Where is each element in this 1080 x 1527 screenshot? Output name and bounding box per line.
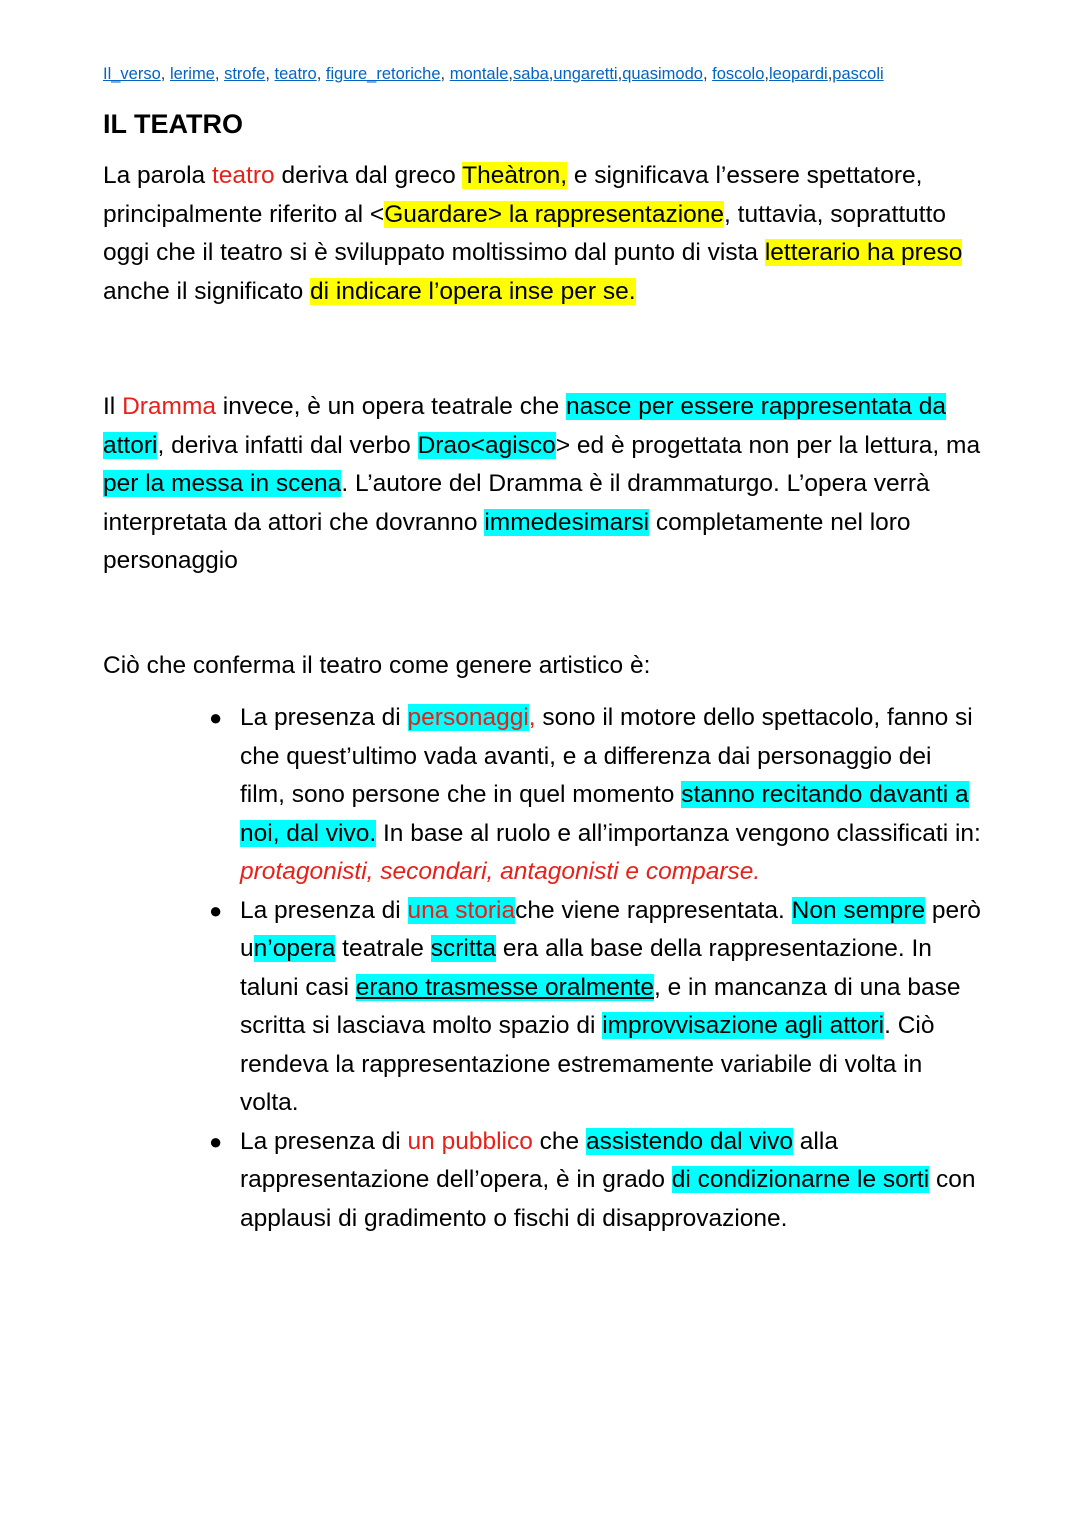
highlighted-text: immedesimarsi <box>484 508 650 536</box>
nav-link[interactable]: saba <box>513 65 549 83</box>
nav-link[interactable]: Il_verso <box>103 65 161 83</box>
highlighted-text: per la messa in scena <box>103 470 342 497</box>
text-run: anche il significato <box>103 277 311 305</box>
highlighted-text: Theàtron, <box>462 162 568 189</box>
nav-link[interactable]: leopardi <box>768 65 828 83</box>
text-run: Ciò che conferma il teatro come genere artistico è: <box>103 651 651 679</box>
nav-link[interactable]: figure_retoriche <box>325 65 441 83</box>
highlighted-text: , <box>528 704 536 731</box>
highlighted-text: erano trasmesse oralmente <box>355 973 654 1001</box>
text-run: era alla base della rappresentazione. In taluni casi <box>240 935 932 1001</box>
text-run: con applausi di gradimento o fischi di disapprovazione. <box>240 1166 976 1232</box>
page-title: IL TEATRO <box>103 109 243 139</box>
text-run: che <box>532 1127 586 1155</box>
highlighted-text: Drao<agisco <box>417 431 556 459</box>
bullet-icon: ● <box>209 897 223 923</box>
document-page <box>103 62 983 1238</box>
list-item <box>209 892 983 1123</box>
highlighted-text: assistendo dal vivo <box>585 1127 793 1155</box>
nav-link[interactable]: ungaretti <box>553 65 618 83</box>
text-run: invece, è un opera teatrale che <box>215 393 567 420</box>
text-run: La presenza di <box>240 1127 408 1155</box>
bullet-icon: ● <box>209 705 223 730</box>
highlighted-text: un pubblico <box>407 1127 533 1155</box>
highlighted-text: personaggi <box>407 704 529 731</box>
text-run: deriva dal greco <box>274 162 463 189</box>
highlighted-text: improvvisazione agli attori <box>602 1012 885 1039</box>
bullet-list <box>103 699 983 1238</box>
nav-link[interactable]: teatro <box>274 65 317 83</box>
paragraph-lead <box>103 647 983 686</box>
highlighted-text: teatro <box>211 162 275 189</box>
highlighted-text: protagonisti, secondari, antagonisti e comparse. <box>240 858 761 885</box>
text-run: . Ciò rendeva la rappresentazione estremamente variabile di volta in volta. <box>240 1012 935 1116</box>
text-run: Il <box>103 393 123 420</box>
text-run: sono il motore dello spettacolo, fanno si che quest’ultimo vada avanti, e a differenza dai personaggio dei film, sono persone che in quel momento <box>240 704 973 808</box>
text-run: però u <box>240 896 981 962</box>
nav-link[interactable]: strofe <box>224 65 266 83</box>
bullet-icon: ● <box>209 1128 223 1154</box>
text-run: alla rappresentazione dell’opera, è in grado <box>240 1127 838 1193</box>
text-run: La parola <box>103 162 212 189</box>
nav-link[interactable]: pascoli <box>832 65 884 83</box>
text-run: In base al ruolo e all’importanza vengono classificati in: <box>376 819 981 847</box>
text-run: teatrale <box>335 935 431 962</box>
text-run: > ed è progettata non per la lettura, ma <box>555 431 981 459</box>
text-run: , tuttavia, soprattutto oggi che il teatro si è sviluppato moltissimo dal punto di vista <box>103 200 947 266</box>
highlighted-text: n’opera <box>253 935 336 962</box>
text-run: La presenza di <box>240 896 408 924</box>
text-run: , e in mancanza di una base scritta si lasciava molto spazio di <box>240 973 961 1039</box>
highlighted-text: Dramma <box>122 393 216 420</box>
text-run: , deriva infatti dal verbo <box>157 431 418 459</box>
highlighted-text: nasce per essere rappresentata da attori <box>103 393 947 459</box>
text-run: La presenza di <box>240 704 408 731</box>
text-run: e significava l’essere spettatore, principalmente riferito al < <box>103 162 923 228</box>
paragraph-intro <box>103 157 983 311</box>
paragraph-dramma <box>103 388 983 581</box>
text-run: che viene rappresentata. <box>515 896 792 924</box>
highlighted-text: scritta <box>430 935 497 962</box>
nav-link[interactable]: montale <box>449 65 509 83</box>
highlighted-text: Guardare> la rappresentazione <box>384 200 725 228</box>
nav-link[interactable]: quasimodo <box>622 65 703 83</box>
nav-links: Il_verso, lerime, strofe, teatro, figure_retoriche, montale,saba,ungaretti,quasimodo, foscolo,leopardi,pascoli <box>103 65 884 83</box>
list-item <box>209 1123 983 1239</box>
highlighted-text: stanno recitando davanti a noi, dal vivo. <box>240 781 969 847</box>
nav-link[interactable]: lerime <box>169 65 215 83</box>
highlighted-text: letterario ha preso <box>764 239 963 266</box>
highlighted-text: di indicare l’opera inse per se. <box>310 277 636 305</box>
highlighted-text: Non sempre <box>791 896 926 924</box>
list-item <box>209 699 983 892</box>
text-run: completamente nel loro personaggio <box>103 508 911 574</box>
text-run: . L’autore del Dramma è il drammaturgo. L’opera verrà interpretata da attori che dovranno <box>103 470 930 536</box>
highlighted-text: di condizionarne le sorti <box>671 1166 930 1193</box>
nav-link[interactable]: foscolo <box>712 65 765 83</box>
highlighted-text: una storia <box>407 896 516 924</box>
